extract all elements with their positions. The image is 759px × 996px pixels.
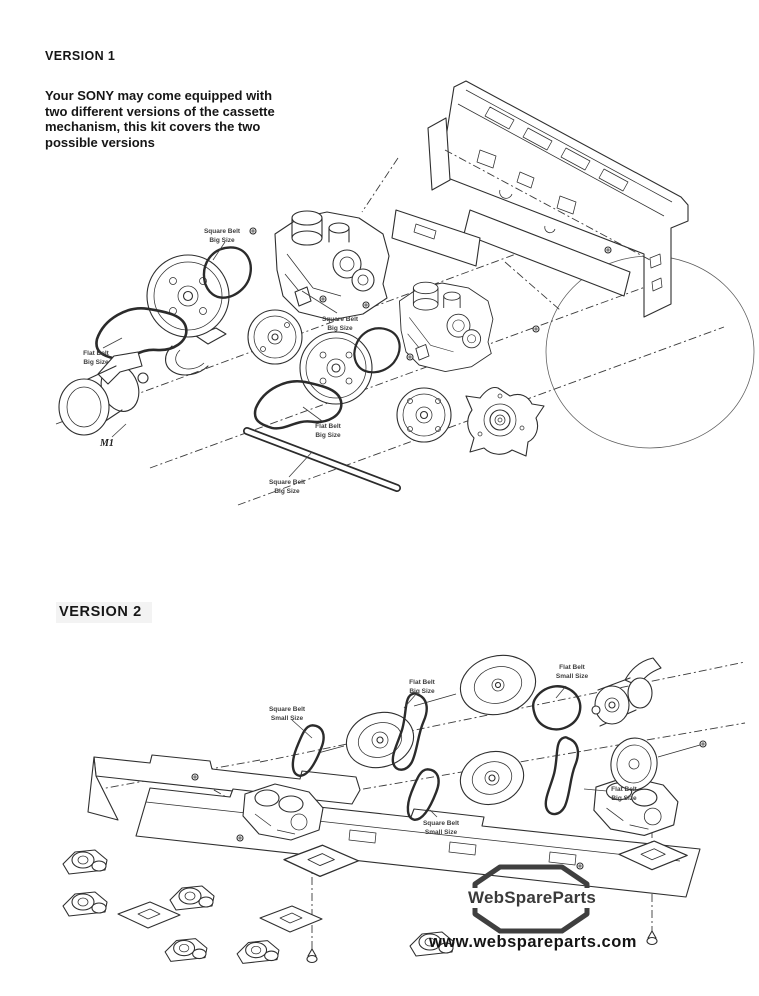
version2-heading: VERSION 2 <box>56 602 152 623</box>
mechanism-block-2 <box>399 282 492 371</box>
label-line: Flat Belt <box>611 786 637 793</box>
label-motor-m1: M1 <box>100 438 114 449</box>
label-line: Square Belt <box>268 706 306 713</box>
intro-text: Your SONY may come equipped with two different versions of the cassette mechanism, this kit covers the two possible versions <box>45 88 275 150</box>
label-line: Small Size <box>424 828 458 836</box>
label-line: Big Size <box>611 794 637 802</box>
label-flat-belt-big-2 <box>315 423 341 441</box>
label-square-belt-big-2 <box>322 316 358 334</box>
label-line: Big Size <box>327 324 353 332</box>
label-line: Big Size <box>274 487 300 495</box>
label-flat-belt-big-v2-2 <box>611 786 637 804</box>
pinch-rollers <box>63 850 454 963</box>
drum-pulley <box>454 648 542 723</box>
label-flat-belt-big-v2-1 <box>409 679 435 697</box>
label-line: Flat Belt <box>83 350 109 357</box>
square-belt-small-1 <box>290 722 327 779</box>
tire-pulley-2 <box>454 744 530 812</box>
tire-pulley-1 <box>340 705 420 776</box>
label-line: Big Size <box>315 431 341 439</box>
label-line: Flat Belt <box>315 423 341 430</box>
mechanism-block-1 <box>275 211 389 320</box>
label-flat-belt-small <box>556 664 588 682</box>
label-line: Flat Belt <box>559 664 585 671</box>
label-line: Square Belt <box>203 228 241 235</box>
label-line: Big Size <box>83 358 109 366</box>
label-line: Big Size <box>409 687 435 695</box>
bracket-plate <box>392 210 480 266</box>
website-url: www.webspareparts.com <box>429 933 637 951</box>
label-flat-belt-big-1 <box>83 350 109 368</box>
label-line: Flat Belt <box>409 679 435 686</box>
version1-heading: VERSION 1 <box>45 49 116 63</box>
label-line: Small Size <box>555 672 589 680</box>
label-line: Big Size <box>209 236 235 244</box>
version2-diagram <box>63 648 745 964</box>
label-line: Square Belt <box>321 316 359 323</box>
label-line: Square Belt <box>268 479 306 486</box>
label-line: Square Belt <box>422 820 460 827</box>
chassis-panel <box>428 81 688 317</box>
label-square-belt-small-1 <box>269 706 305 724</box>
label-line: Small Size <box>270 714 304 722</box>
label-square-belt-small-2 <box>423 820 459 838</box>
label-square-belt-big-3 <box>269 479 305 497</box>
motor-v2 <box>592 658 661 726</box>
pulley-back <box>248 310 302 364</box>
label-square-belt-big-1 <box>204 228 240 246</box>
flat-belt-small <box>530 683 583 733</box>
cam-gear <box>466 387 544 456</box>
version1-diagram <box>56 81 754 505</box>
disc-pulley <box>397 388 451 442</box>
webspareparts-logo-text: WebSpareParts <box>464 888 600 908</box>
shaft-screw <box>700 741 706 747</box>
flat-belt-big-v2-2 <box>545 736 580 816</box>
